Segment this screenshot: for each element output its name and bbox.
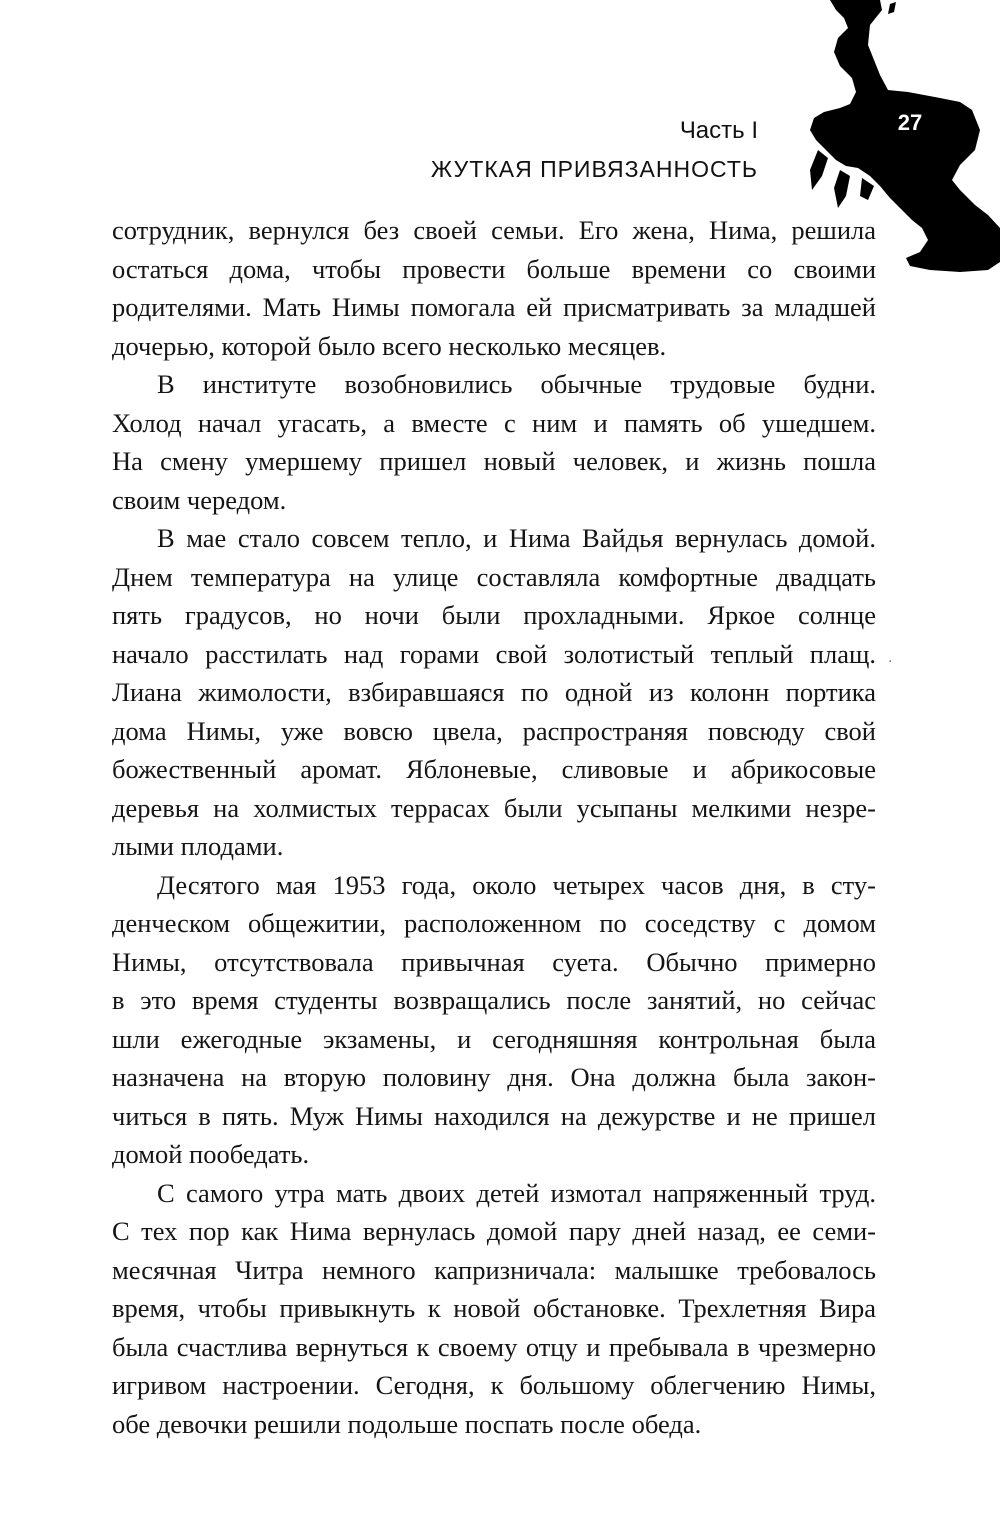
text-line: пять градусов, но ночи были прохладными. Яркое солнце	[112, 600, 876, 630]
body-text	[112, 211, 876, 1443]
part-label: Часть I	[679, 117, 758, 144]
text-line: в это время студенты возвращались после занятий, но сейчас	[112, 985, 876, 1015]
text-line: Десятого мая 1953 года, около четырех часов дня, в сту-	[157, 869, 876, 900]
text-line: начало расстилать над горами свой золотистый теплый плащ.	[112, 638, 876, 669]
text-line: домой пообедать.	[112, 1139, 310, 1169]
text-line: Лиана жимолости, взбиравшаяся по одной из колонн портика	[112, 677, 876, 707]
text-line: месячная Читра немного капризничала: малышке требовалось	[112, 1254, 876, 1285]
text-line: лыми плодами.	[112, 831, 284, 861]
text-line: читься в пять. Муж Нимы находился на дежурстве и не пришел	[112, 1100, 876, 1131]
text-line: родителями. Мать Нимы помогала ей присматривать за младшей	[112, 292, 876, 322]
part-title: ЖУТКАЯ ПРИВЯЗАННОСТЬ	[430, 156, 758, 182]
text-line: деревья на холмистых террасах были усыпаны мелкими незре-	[112, 792, 876, 823]
text-line: остаться дома, чтобы провести больше времени со своими	[112, 253, 876, 284]
text-line: своим чередом.	[112, 484, 287, 515]
text-line: Нимы, отсутствовала привычная суета. Обычно примерно	[112, 946, 876, 977]
paragraph	[112, 1174, 876, 1444]
text-line: денческом общежитии, расположенном по соседству с домом	[112, 908, 876, 938]
text-line: шли ежегодные экзамены, и сегодняшняя контрольная была	[112, 1023, 876, 1054]
print-speck: ·	[888, 654, 893, 670]
text-line: Холод начал угасать, а вместе с ним и память об ушедшем.	[112, 407, 876, 438]
text-line: обе девочки решили подольше поспать после обеда.	[112, 1408, 702, 1439]
text-line: дома Нимы, уже вовсю цвела, распространяя повсюду свой	[112, 715, 876, 746]
paragraph	[112, 365, 876, 519]
text-line: назначена на вторую половину дня. Она должна была закон-	[112, 1062, 876, 1092]
text-line: С тех пор как Нима вернулась домой пару дней назад, ее семи-	[112, 1216, 876, 1246]
paragraph	[112, 211, 876, 365]
text-line: На смену умершему пришел новый человек, и жизнь пошла	[112, 446, 876, 476]
text-line: В мае стало совсем тепло, и Нима Вайдья вернулась домой.	[157, 523, 876, 553]
text-line: В институте возобновились обычные трудовые будни.	[157, 369, 876, 399]
text-line: Днем температура на улице составляла комфортные двадцать	[112, 561, 876, 592]
text-line: игривом настроении. Сегодня, к большому облегчению Нимы,	[112, 1370, 876, 1400]
paragraph	[112, 866, 876, 1174]
text-line: была счастлива вернуться к своему отцу и пребывала в чрезмерно	[112, 1331, 876, 1362]
page-number: 27	[897, 110, 923, 135]
paragraph	[112, 519, 876, 866]
text-line: С самого утра мать двоих детей измотал напряженный труд.	[157, 1177, 876, 1208]
text-line: дочерью, которой было всего несколько месяцев.	[112, 330, 667, 361]
text-line: божественный аромат. Яблоневые, сливовые и абрикосовые	[112, 754, 876, 784]
text-line: сотрудник, вернулся без своей семьи. Его жена, Нима, решила	[112, 215, 876, 245]
text-line: время, чтобы привыкнуть к новой обстановке. Трехлетняя Вира	[112, 1293, 876, 1323]
running-header	[431, 112, 758, 188]
